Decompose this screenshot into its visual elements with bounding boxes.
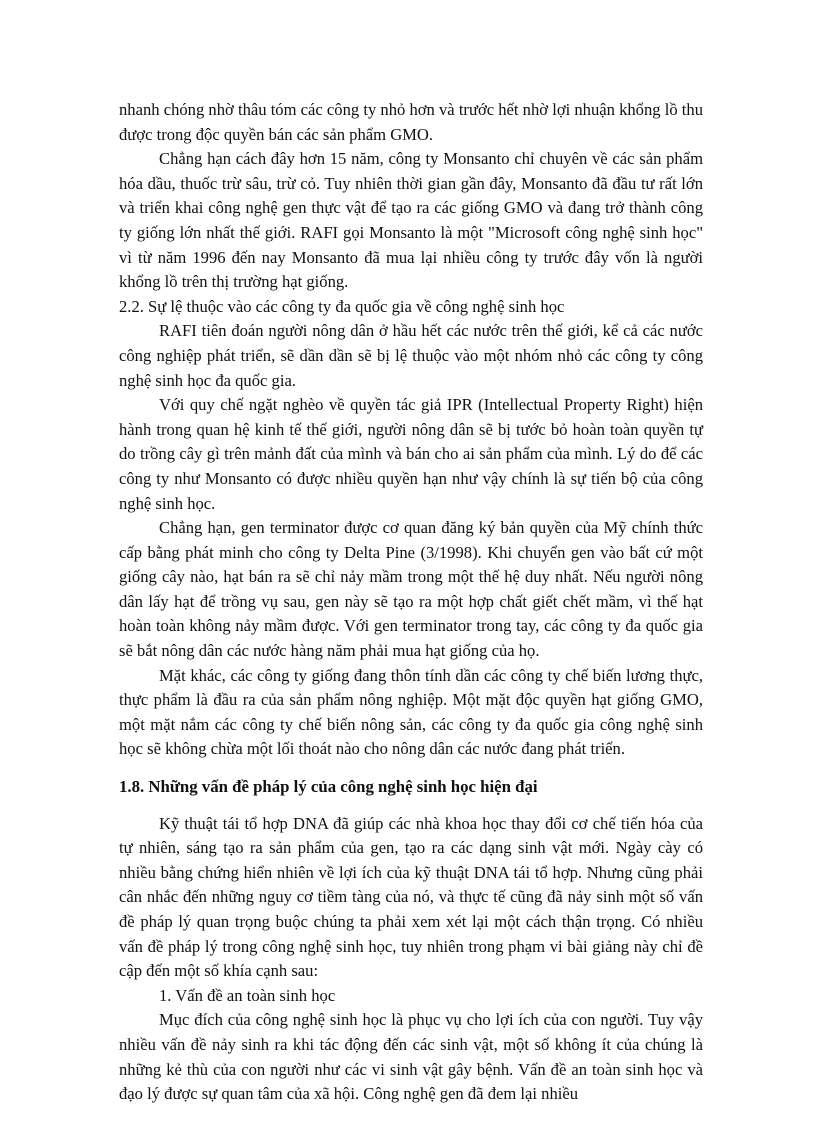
section-heading: 1.8. Những vấn đề pháp lý của công nghệ sinh học hiện đại [119,777,538,797]
paragraph: Chẳng hạn cách đây hơn 15 năm, công ty Monsanto chỉ chuyên về các sản phẩm hóa dầu, thuốc trừ sâu, trừ cỏ. Tuy nhiên thời gian gần đây, Monsanto đã đầu tư rất lớn và triển khai công nghệ gen thực vật để tạo ra các giống GMO và đang trở thành công ty giống lớn nhất thế giới. RAFI gọi Monsanto là một "Microsoft công nghệ sinh học" vì từ năm 1996 đến nay Monsanto đã mua lại nhiều công ty trước đây vốn là người khổng lồ trên thị trường hạt giống. [119,149,703,292]
paragraph: Chẳng hạn, gen terminator được cơ quan đăng ký bản quyền của Mỹ chính thức cấp bằng phát minh cho công ty Delta Pine (3/1998). Khi chuyển gen vào bất cứ một giống cây nào, hạt bán ra sẽ chỉ nảy mầm trong một thế hệ duy nhất. Nếu người nông dân lấy hạt để trồng vụ sau, gen này sẽ tạo ra một hợp chất giết chết mầm, vì thế hạt hoàn toàn không nảy mầm được. Với gen terminator trong tay, các công ty đa quốc gia sẽ bắt nông dân các nước hàng năm phải mua hạt giống của họ. [119,518,703,661]
paragraph: Mục đích của công nghệ sinh học là phục vụ cho lợi ích của con người. Tuy vậy nhiều vấn đề nảy sinh ra khi tác động đến các sinh vật, một số không ít của chúng là những kẻ thù của con người như các vi sinh vật gây bệnh. Vấn đề an toàn sinh học và đạo lý được sự quan tâm của xã hội. Công nghệ gen đã đem lại nhiều [119,1010,703,1104]
paragraph: Mặt khác, các công ty giống đang thôn tính dần các công ty chế biến lương thực, thực phẩm là đầu ra của sản phẩm nông nghiệp. Một mặt độc quyền hạt giống GMO, một mặt nắm các công ty chế biến nông sản, các công ty đa quốc gia công nghệ sinh học sẽ không chừa một lối thoát nào cho nông dân các nước đang phát triển. [119,665,703,759]
body-text [119,98,703,1107]
paragraph: RAFI tiên đoán người nông dân ở hầu hết các nước trên thế giới, kể cả các nước công nghiệp phát triển, sẽ dần dần sẽ bị lệ thuộc vào một nhóm nhỏ các công ty công nghệ sinh học đa quốc gia. [119,321,703,390]
paragraph: Với quy chế ngặt nghèo về quyền tác giả IPR (Intellectual Property Right) hiện hành trong quan hệ kinh tế thế giới, người nông dân sẽ bị tước bỏ hoàn toàn quyền tự do trồng cây gì trên mảnh đất của mình và bán cho ai sản phẩm của mình. Lý do để các công ty như Monsanto có được nhiều quyền hạn như vậy chính là sự tiến bộ của công nghệ sinh học. [119,395,703,513]
paragraph: nhanh chóng nhờ thâu tóm các công ty nhỏ hơn và trước hết nhờ lợi nhuận khổng lồ thu được trong độc quyền bán các sản phẩm GMO. [119,100,703,144]
subsection-title: 2.2. Sự lệ thuộc vào các công ty đa quốc gia về công nghệ sinh học [119,296,565,316]
paragraph: Kỹ thuật tái tổ hợp DNA đã giúp các nhà khoa học thay đổi cơ chế tiến hóa của tự nhiên, sáng tạo ra sản phẩm của gen, tạo ra các dạng sinh vật mới. Ngày cày có nhiều bằng chứng hiển nhiên về lợi ích của kỹ thuật DNA tái tổ hợp. Nhưng cũng phải cân nhắc đến những nguy cơ tiềm tàng của nó, và thực tế cũng đã nảy sinh một số vấn đề pháp lý quan trọng buộc chúng ta phải xem xét lại một cách thận trọng. Có nhiều vấn đề pháp lý trong công nghệ sinh học, tuy nhiên trong phạm vi bài giảng này chỉ đề cập đến một số khía cạnh sau: [119,813,703,981]
numbered-subtitle: 1. Vấn đề an toàn sinh học [159,985,336,1005]
